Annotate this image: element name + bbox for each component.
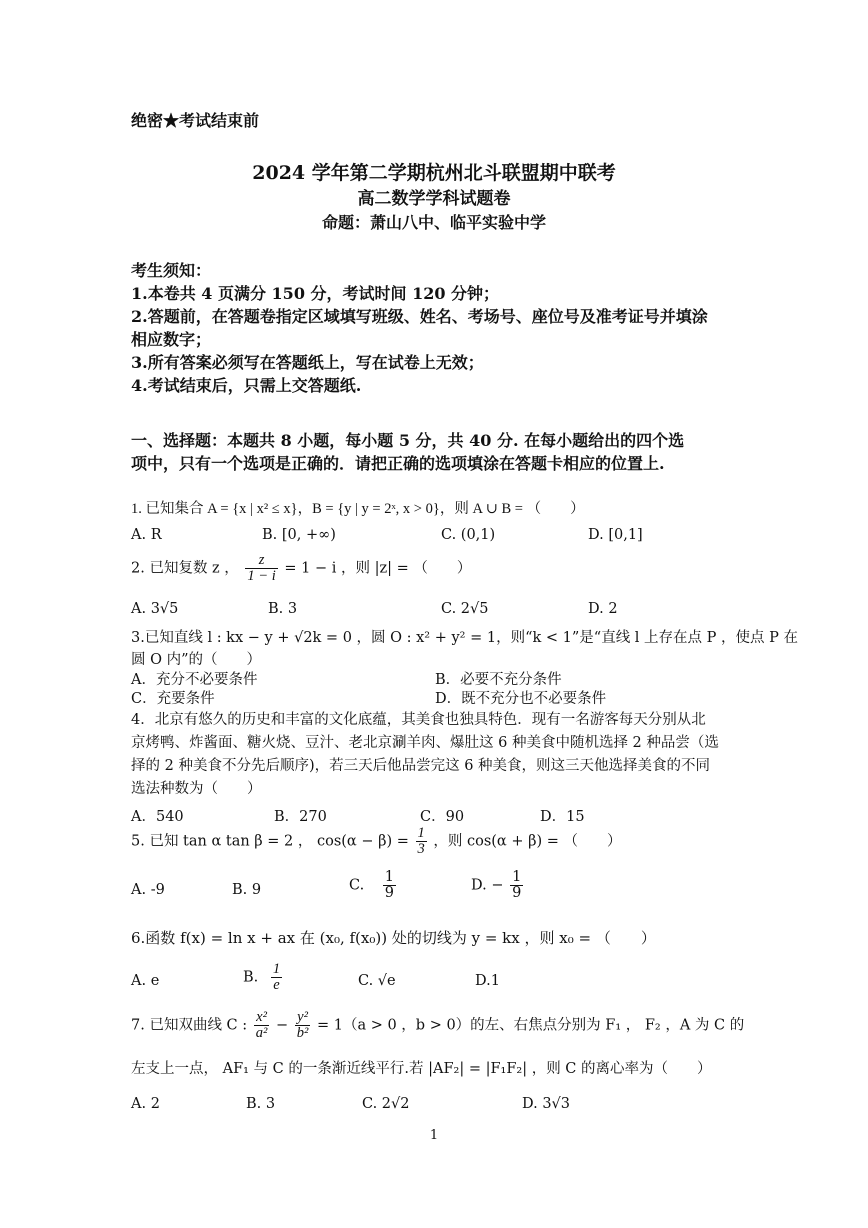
question-2-stem xyxy=(131,553,471,584)
q1-option-d: D. [0,1] xyxy=(588,527,643,543)
question-7-stem-line2: 左支上一点， AF₁ 与 C 的一条渐近线平行.若 |AF₂| = |F₁F₂| ，则 C 的离心率为（ ） xyxy=(131,1061,712,1077)
notice-item: 4.考试结束后，只需上交答题纸. xyxy=(131,376,362,395)
q2-stem-pre: 2. 已知复数 z ， xyxy=(131,560,239,577)
q5-option-d-label: D. − xyxy=(471,877,504,894)
q6-option-b-fraction xyxy=(271,962,282,993)
question-4-line: 择的 2 种美食不分先后顺序)，若三天后他品尝完这 6 种美食，则这三天他选择美食的不同 xyxy=(131,758,711,774)
q6-option-b-numerator: 1 xyxy=(272,961,281,977)
q6-option-b-denominator: e xyxy=(273,977,280,994)
q1-option-c: C. (0,1) xyxy=(441,527,496,543)
q5-fraction-denominator: 3 xyxy=(417,841,425,858)
question-1-stem: 1. 已知集合 A = {x | x² ≤ x}，B = {y | y = 2ˣ, x > 0}，则 A ∪ B = （ ） xyxy=(131,501,585,517)
q5-option-a: A. -9 xyxy=(131,882,165,898)
q3-option-a: A．充分不必要条件 xyxy=(131,672,258,688)
q5-option-c xyxy=(349,870,398,901)
q7-fraction-y xyxy=(295,1010,311,1041)
q7-fraction-x-numerator: x² xyxy=(254,1010,270,1026)
q7-fraction-x xyxy=(254,1010,270,1041)
q2-option-c: C. 2√5 xyxy=(441,601,489,617)
q7-option-b: B. 3 xyxy=(246,1096,276,1112)
q7-fraction-y-denominator: b² xyxy=(296,1025,309,1042)
q7-option-a: A. 2 xyxy=(131,1096,160,1112)
q5-option-d-numerator: 1 xyxy=(512,869,522,885)
q5-option-d-fraction xyxy=(510,870,523,901)
q2-option-b: B. 3 xyxy=(268,601,298,617)
q7-stem-pre: 7. 已知双曲线 C : xyxy=(131,1017,248,1034)
q5-option-c-fraction xyxy=(383,870,396,901)
q6-option-a: A. e xyxy=(131,973,160,989)
notice-item: 2.答题前，在答题卷指定区域填写班级、姓名、考场号、座位号及准考证号并填涂 xyxy=(131,307,708,326)
q4-option-d: D．15 xyxy=(540,809,585,825)
question-6-stem: 6.函数 f(x) = ln x + ax 在 (x₀, f(x₀)) 处的切线为 y = kx ，则 x₀ = （ ） xyxy=(131,929,656,947)
section-heading-line2: 项中，只有一个选项是正确的．请把正确的选项填涂在答题卡相应的位置上. xyxy=(131,454,665,473)
q5-option-c-label: C. xyxy=(349,877,365,894)
q5-fraction xyxy=(416,826,427,857)
exam-subtitle: 高二数学学科试题卷 xyxy=(357,189,511,209)
notice-item: 相应数字； xyxy=(131,330,212,349)
notice-item: 1.本卷共 4 页满分 150 分，考试时间 120 分钟； xyxy=(131,284,500,303)
q2-option-a: A. 3√5 xyxy=(131,601,179,617)
q5-option-c-denominator: 9 xyxy=(384,885,395,902)
notice-item: 3.所有答案必须写在答题纸上，写在试卷上无效； xyxy=(131,353,484,372)
q5-option-b: B. 9 xyxy=(232,882,262,898)
section-heading-line1: 一、选择题：本题共 8 小题，每小题 5 分，共 40 分. 在每小题给出的四个选 xyxy=(131,431,685,450)
q5-option-c-numerator: 1 xyxy=(384,869,395,885)
question-3-stem-line1: 3.已知直线 l : kx − y + √2k = 0 ，圆 O : x² + y² = 1，则“k < 1”是“直线 l 上存在点 P ，使点 P 在 xyxy=(131,630,799,646)
question-5-stem xyxy=(131,826,622,857)
q2-fraction-numerator: z xyxy=(245,553,277,569)
question-7-stem-line1: 7. 已知双曲线 C : $\frac{\text{x²}}{\text{a²}}$ − $\frac{\text{y²}}{\text{b²}}$ = 1（a > 0 ，b > 0）的左、右焦点分别为 F₁ ， F₂ ，A 为 C 的 xyxy=(131,1009,745,1042)
page-number: 1 xyxy=(429,1128,439,1143)
q4-option-c: C．90 xyxy=(420,809,465,825)
q2-stem-post: = 1 − i ，则 |z| = （ ） xyxy=(284,560,472,577)
secret-label: 绝密★考试结束前 xyxy=(131,111,260,130)
q5-option-d-denominator: 9 xyxy=(512,885,522,902)
question-3-stem-line2: 圆 O 内”的（ ） xyxy=(131,652,262,668)
q7-stem-post: = 1（a > 0 ，b > 0）的左、右焦点分别为 F₁ ， F₂ ，A 为 C 的 xyxy=(316,1017,745,1034)
question-4-line: 选法种数为（ ） xyxy=(131,781,262,797)
q5-stem-pre: 5. 已知 tan α tan β = 2 ， cos(α − β) = xyxy=(131,833,409,850)
q3-option-c: C．充要条件 xyxy=(131,691,215,707)
q7-option-c: C. 2√2 xyxy=(362,1096,410,1112)
q2-option-d: D. 2 xyxy=(588,601,618,617)
q3-option-d: D．既不充分也不必要条件 xyxy=(435,691,607,707)
q5-stem-post: ，则 cos(α + β) = （ ） xyxy=(433,833,622,850)
q1-option-a: A. R xyxy=(131,527,162,543)
q4-option-a: A．540 xyxy=(131,809,184,825)
q6-option-d: D.1 xyxy=(475,973,500,989)
q2-fraction-denominator: 1 − i xyxy=(247,568,276,585)
q5-fraction-numerator: 1 xyxy=(417,825,425,841)
q7-option-d: D. 3√3 xyxy=(522,1096,571,1112)
q2-fraction xyxy=(245,553,277,584)
q6-option-b-label: B. xyxy=(243,969,259,986)
question-4-line: 4．北京有悠久的历史和丰富的文化底蕴，其美食也独具特色．现有一名游客每天分别从北 xyxy=(131,712,706,728)
q3-option-b: B．必要不充分条件 xyxy=(435,672,562,688)
q5-option-d xyxy=(471,870,525,901)
q1-option-b: B. [0, +∞) xyxy=(262,527,336,543)
question-4-line: 京烤鸭、炸酱面、糖火烧、豆汁、老北京涮羊肉、爆肚这 6 种美食中随机选择 2 种品尝（选 xyxy=(131,735,719,751)
exam-authors: 命题：萧山八中、临平实验中学 xyxy=(321,213,546,232)
q7-fraction-y-numerator: y² xyxy=(295,1010,311,1026)
q6-option-c: C. √e xyxy=(358,973,396,989)
q4-option-b: B．270 xyxy=(274,809,327,825)
q6-option-b xyxy=(243,962,284,993)
notice-heading: 考生须知： xyxy=(131,261,212,280)
exam-title: 2024 学年第二学期杭州北斗联盟期中联考 xyxy=(252,162,616,184)
q7-fraction-x-denominator: a² xyxy=(255,1025,268,1042)
